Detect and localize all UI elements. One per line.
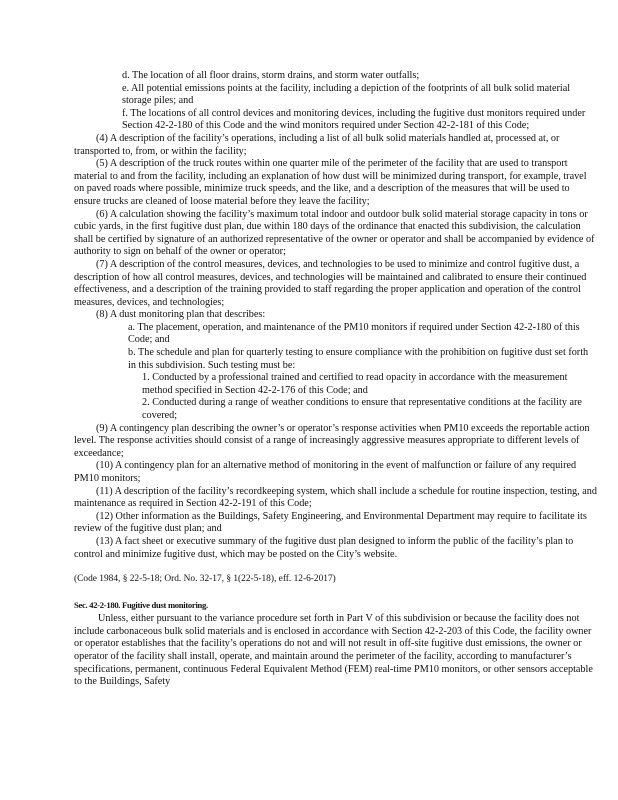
paragraph-4: (4) A description of the facility’s operations, including a list of all bulk solid materials handled at, processed at, or transported to, from, or within the facility;: [74, 132, 560, 157]
paragraph-8a: a. The placement, operation, and maintenance of the PM10 monitors if required under Section 42-2-180 of this Code; and: [128, 321, 580, 346]
paragraph-10: (10) A contingency plan for an alternative method of monitoring in the event of malfunction or failure of any required PM10 monitors;: [74, 460, 577, 484]
paragraph-12: (12) Other information as the Buildings, Safety Engineering, and Environmental Department may require to facilitate its review of the fugitive dust plan; and: [74, 510, 587, 535]
paragraph-11: (11) A description of the facility’s recordkeeping system, which shall include a schedule for routine inspection, testing, and maintenance as required in Section 42-2-191 of this Code;: [74, 485, 597, 510]
paragraph-9: (9) A contingency plan describing the owner’s or operator’s response activities when PM10 exceeds the reportable action level. The response activities should consist of a range of increasingly aggressive measures appropriate to different levels of exceedance;: [74, 422, 590, 459]
list-item-f: f. The locations of all control devices and monitoring devices, including the fugitive dust monitors required under Section 42-2-180 of this Code and the wind monitors required under Section 42-2-181 of this Code;: [122, 107, 586, 132]
paragraph-5: (5) A description of the truck routes within one quarter mile of the perimeter of the facility that are used to transport material to and from the facility, including an explanation of how dust will be minimized during transport, for example, travel on paved roads where possible, minimize truck speeds, and the like, and a description of the measures that will be used to ensure trucks are cleaned of loose material before they leave the facility;: [74, 158, 587, 207]
section-heading: Sec. 42-2-180. Fugitive dust monitoring.: [74, 600, 208, 611]
paragraph-8b: b. The schedule and plan for quarterly testing to ensure compliance with the prohibition on fugitive dust set forth in this subdivision. Such testing must be:: [128, 347, 589, 371]
paragraph-13: (13) A fact sheet or executive summary of the fugitive dust plan designed to inform the public of the facility’s plan to control and minimize fugitive dust, which may be posted on the City’s website.: [74, 535, 574, 560]
list-item-d: d. The location of all floor drains, storm drains, and storm water outfalls;: [122, 70, 420, 81]
citation: (Code 1984, § 22-5-18; Ord. No. 32-17, § 1(22-5-18), eff. 12-6-2017): [74, 574, 336, 585]
section-body: Unless, either pursuant to the variance procedure set forth in Part V of this subdivision or because the facility does not include carbonaceous bulk solid materials and is enclosed in accordance with Section 42-2-203 of this Code, the facility owner or operator establishes that the facility’s operations do not and will not result in off-site fugitive dust emissions, the owner or operator of the facility shall install, operate, and maintain around the perimeter of the facility, according to manufacturer’s specifications, permanent, continuous Federal Equivalent Method (FEM) real-time PM10 monitors, or other sensors acceptable to the Buildings, Safety: [74, 613, 593, 688]
paragraph-8b1: 1. Conducted by a professional trained and certified to read opacity in accordance with the measurement method specified in Section 42-2-176 of this Code; and: [142, 372, 568, 396]
list-item-e: e. All potential emissions points at the facility, including a depiction of the footprints of all bulk solid material storage piles; and: [122, 82, 571, 107]
paragraph-8b2: 2. Conducted during a range of weather conditions to ensure that representative conditions at the facility are covered;: [142, 397, 582, 422]
paragraph-8: (8) A dust monitoring plan that describes:: [96, 309, 266, 321]
paragraph-7: (7) A description of the control measures, devices, and technologies to be used to minimize and control fugitive dust, a description of how all control measures, devices, and technologies will be maintained and calibrated to ensure their continued effectiveness, and a description of the training provided to staff regarding the proper application and operation of the control measures, devices, and technologies;: [74, 258, 587, 308]
paragraph-6: (6) A calculation showing the facility’s maximum total indoor and outdoor bulk solid material storage capacity in tons or cubic yards, in the first fugitive dust plan, due within 180 days of the ordinance that enacted this subdivision, the calculation shall be certified by signature of an authorized representative of the owner or operator and shall be accompanied by evidence of authority to sign on behalf of the owner or operator;: [74, 208, 595, 258]
